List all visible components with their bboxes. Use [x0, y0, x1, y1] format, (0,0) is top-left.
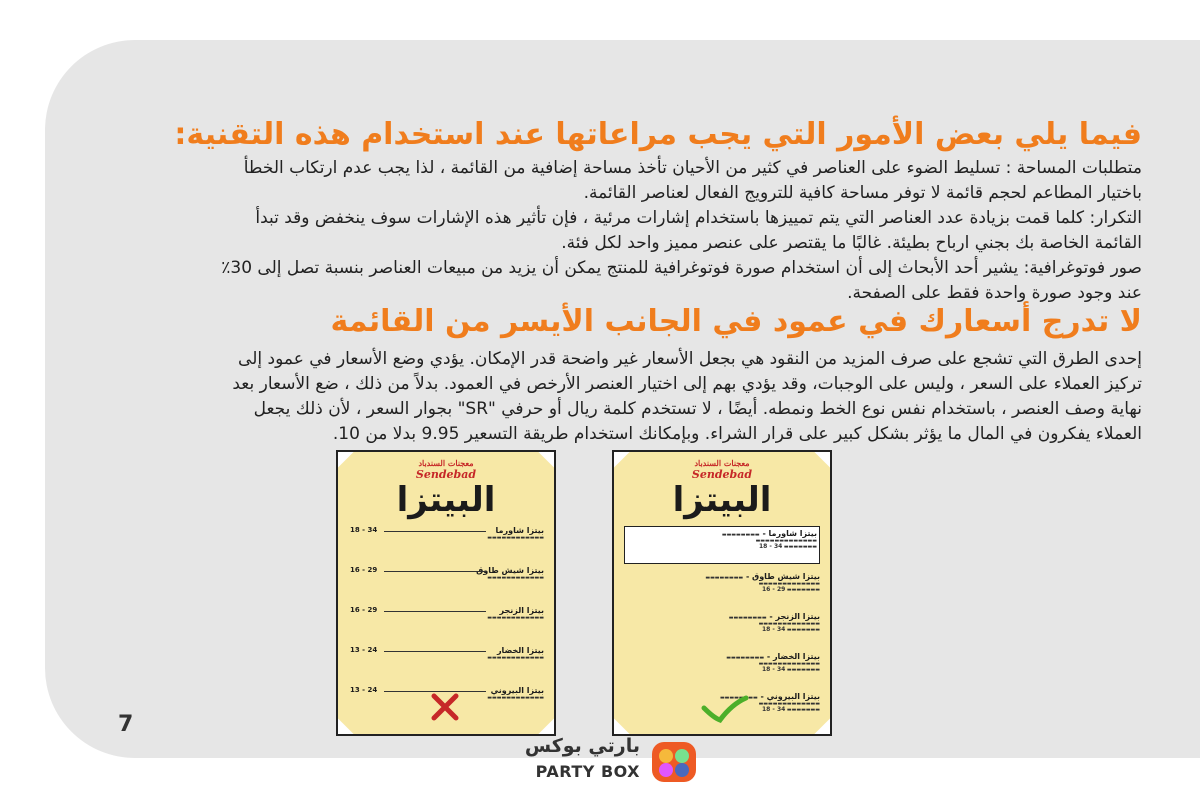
menu-item: بيتزا شيش طاوق - ▬▬▬▬▬▬▬▬ ▬▬▬▬▬▬▬▬▬▬▬▬▬ ▬▬▬▬▬▬▬ 29 - 16	[705, 572, 820, 593]
paragraph-line: عند وجود صورة واحدة فقط على الصفحة.	[847, 283, 1142, 303]
paragraph-line: باختيار المطاعم لحجم قائمة لا توفر مساحة كافية للترويج الفعال لعناصر القائمة.	[583, 183, 1142, 203]
menu-item: بيتزا شاورما 18 - 34 ▬▬▬▬▬▬▬▬▬▬▬▬	[350, 526, 544, 541]
restaurant-logo: معجنات السندباد Sendebad	[415, 458, 477, 481]
menu-item-highlighted: بيتزا شاورما - ▬▬▬▬▬▬▬▬ ▬▬▬▬▬▬▬▬▬▬▬▬▬ ▬▬▬▬▬▬▬ 34 - 18	[624, 526, 820, 564]
menu-example-wrong	[336, 450, 556, 736]
brand-logo	[508, 735, 698, 790]
restaurant-logo: معجنات السندباد Sendebad	[691, 458, 753, 481]
menu-item: بيتزا الخضار 13 - 24 ▬▬▬▬▬▬▬▬▬▬▬▬	[350, 646, 544, 661]
paragraph-line: التكرار: كلما قمت بزيادة عدد العناصر التي يتم تمييزها باستخدام إشارات مرئية ، فإن تأثير هذه الإشارات سوف ينخفض وقد تبدأ	[255, 208, 1142, 228]
checkmark-icon	[700, 694, 750, 724]
paragraph-line: إحدى الطرق التي تشجع على صرف المزيد من النقود هي بجعل الأسعار غير واضحة قدر الإمكان. يؤدي وضع الأسعار في عمود إلى	[238, 349, 1142, 369]
menu-item: بيتزا الزنجر - ▬▬▬▬▬▬▬▬ ▬▬▬▬▬▬▬▬▬▬▬▬▬ ▬▬▬▬▬▬▬ 34 - 18	[728, 612, 820, 633]
paragraph-line: العملاء يفكرون في المال ما يؤثر بشكل كبير على قرار الشراء. وبإمكانك استخدام طريقة التسعير 9.95 بدلا من 10.	[332, 424, 1142, 444]
section-considerations-text	[112, 156, 1142, 306]
menu-title: البيتزا	[672, 480, 772, 520]
menu-item: بيتزا شيش طاوق 16 - 29 ▬▬▬▬▬▬▬▬▬▬▬▬	[350, 566, 544, 581]
menu-item: بيتزا البيروني - ▬▬▬▬▬▬▬▬ ▬▬▬▬▬▬▬▬▬▬▬▬▬ ▬▬▬▬▬▬▬ 34 - 18	[719, 692, 820, 713]
paragraph-line: تركيز العملاء على السعر ، وليس على الوجبات، وقد يؤدي بهم إلى اختيار العنصر الأرخص في العمود. بدلاً من ذلك ، ضع الأسعار بعد	[232, 374, 1142, 394]
menu-item: بيتزا البيروني 13 - 24 ▬▬▬▬▬▬▬▬▬▬▬▬	[350, 686, 544, 701]
paragraph-line: القائمة الخاصة بك بجني ارباح بطيئة. غالبًا ما يقتصر على عنصر مميز واحد لكل فئة.	[561, 233, 1142, 253]
section-prices-text	[112, 347, 1142, 447]
paragraph-line: نهاية وصف العنصر ، باستخدام نفس نوع الخط ونمطه. أيضًا ، لا تستخدم كلمة ريال أو حرفي "SR" بجوار السعر ، لأن ذلك يجعل	[253, 399, 1142, 419]
menu-example-right	[612, 450, 832, 736]
paragraph-line: متطلبات المساحة : تسليط الضوء على العناصر في كثير من الأحيان تأخذ مساحة إضافية من القائمة ، لذا يجب عدم ارتكاب الخطأ	[243, 158, 1142, 178]
section-heading-prices: لا تدرج أسعارك في عمود في الجانب الأيسر من القائمة	[330, 304, 1142, 339]
section-heading-considerations: فيما يلي بعض الأمور التي يجب مراعاتها عند استخدام هذه التقنية:	[174, 117, 1142, 152]
party-box-icon	[650, 738, 698, 786]
paragraph-line: صور فوتوغرافية: يشير أحد الأبحاث إلى أن استخدام صورة فوتوغرافية للمنتج يمكن أن يزيد من مبيعات العناصر بنسبة تصل إلى 30٪	[221, 258, 1142, 278]
cross-icon	[430, 692, 460, 722]
menu-item: بيتزا الخضار - ▬▬▬▬▬▬▬▬ ▬▬▬▬▬▬▬▬▬▬▬▬▬ ▬▬▬▬▬▬▬ 34 - 18	[726, 652, 820, 673]
menu-title: البيتزا	[396, 480, 496, 520]
brand-name-english: PARTY BOX	[535, 762, 640, 781]
brand-name-arabic: بارتي بوكس	[524, 735, 640, 757]
page-number: 7	[118, 712, 134, 737]
menu-item: بيتزا الزنجر 16 - 29 ▬▬▬▬▬▬▬▬▬▬▬▬	[350, 606, 544, 621]
